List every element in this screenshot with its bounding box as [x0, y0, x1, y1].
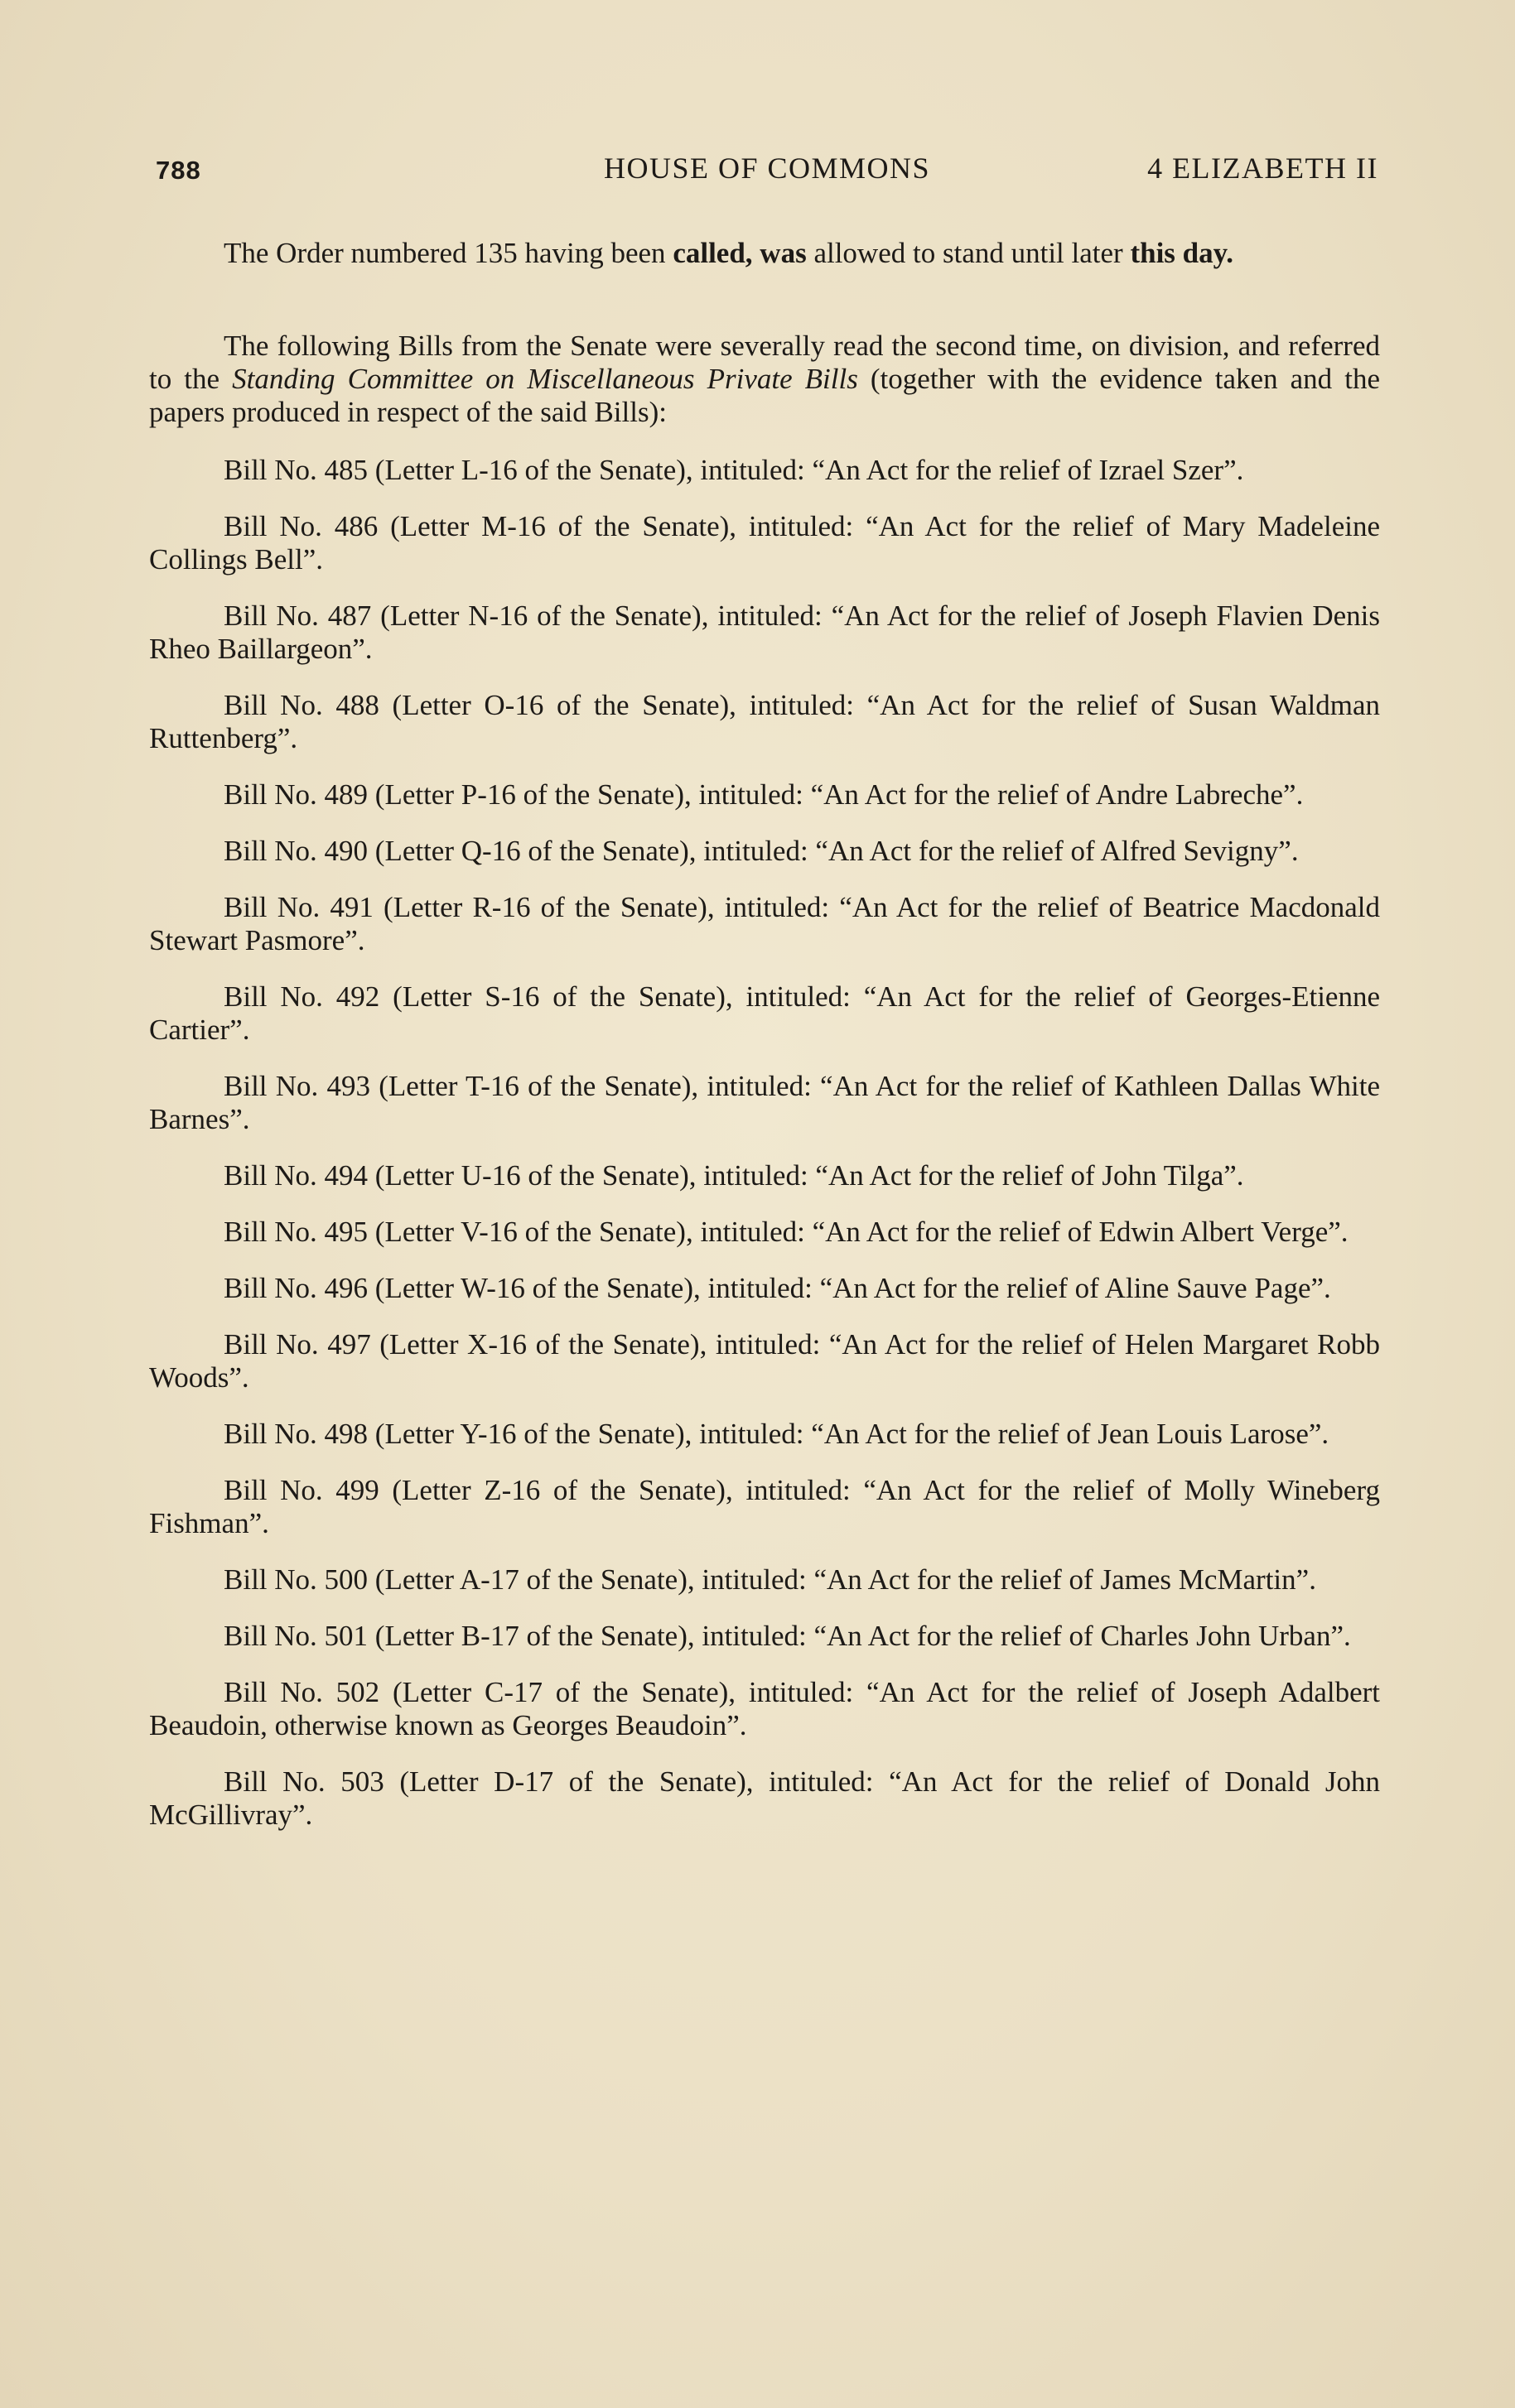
- bill-entry: Bill No. 501 (Letter B-17 of the Senate), intituled: “An Act for the relief of Charles John Urban”.: [224, 1620, 1351, 1652]
- order-paragraph: [149, 237, 1380, 270]
- order-text-mid: allowed to stand until later: [806, 237, 1131, 269]
- bill-entry: Bill No. 489 (Letter P-16 of the Senate), intituled: “An Act for the relief of Andre Labreche”.: [224, 778, 1304, 811]
- session-label: 4 ELIZABETH II: [1147, 152, 1378, 185]
- bill-entry: Bill No. 494 (Letter U-16 of the Senate), intituled: “An Act for the relief of John Tilga”.: [224, 1159, 1244, 1192]
- order-text-bold-end: this day.: [1130, 237, 1233, 269]
- bill-entry: Bill No. 498 (Letter Y-16 of the Senate), intituled: “An Act for the relief of Jean Louis Larose”.: [224, 1418, 1329, 1450]
- body-text: [149, 237, 1380, 1855]
- bill-entry: Bill No. 500 (Letter A-17 of the Senate), intituled: “An Act for the relief of James McMartin”.: [224, 1563, 1316, 1596]
- order-text-start: The Order numbered 135 having been: [224, 237, 673, 269]
- page-title: HOUSE OF COMMONS: [603, 152, 931, 185]
- bill-entry: Bill No. 488 (Letter O-16 of the Senate), intituled: “An Act for the relief of Susan Waldman Ruttenberg”.: [149, 689, 1380, 754]
- page-number: 788: [156, 156, 201, 185]
- bill-entry: Bill No. 492 (Letter S-16 of the Senate), intituled: “An Act for the relief of Georges-Etienne Cartier”.: [149, 980, 1380, 1046]
- bill-entry: Bill No. 493 (Letter T-16 of the Senate), intituled: “An Act for the relief of Kathleen Dallas White Barnes”.: [149, 1070, 1380, 1135]
- order-text-bold: called, was: [673, 237, 807, 269]
- bill-entry: Bill No. 491 (Letter R-16 of the Senate), intituled: “An Act for the relief of Beatrice Macdonald Stewart Pasmore”.: [149, 891, 1380, 956]
- bill-entry: Bill No. 487 (Letter N-16 of the Senate), intituled: “An Act for the relief of Joseph Flavien Denis Rheo Baillargeon”.: [149, 600, 1380, 665]
- bill-entry: Bill No. 485 (Letter L-16 of the Senate), intituled: “An Act for the relief of Izrael Szer”.: [224, 454, 1244, 486]
- bill-entry: Bill No. 486 (Letter M-16 of the Senate), intituled: “An Act for the relief of Mary Madeleine Collings Bell”.: [149, 510, 1380, 576]
- bill-entry: Bill No. 495 (Letter V-16 of the Senate), intituled: “An Act for the relief of Edwin Albert Verge”.: [224, 1216, 1349, 1248]
- committee-name: Standing Committee on Miscellaneous Private Bills: [232, 363, 858, 395]
- intro-text-start: The following Bills from the Senate were severally read the second time, on division, and referred to the: [149, 330, 1380, 395]
- intro-paragraph: [149, 330, 1380, 429]
- bill-entry: Bill No. 497 (Letter X-16 of the Senate), intituled: “An Act for the relief of Helen Margaret Robb Woods”.: [149, 1328, 1380, 1394]
- bill-entry: Bill No. 499 (Letter Z-16 of the Senate), intituled: “An Act for the relief of Molly Wineberg Fishman”.: [149, 1474, 1380, 1539]
- intro-text-end: (together with the evidence taken and the papers produced in respect of the said Bills):: [149, 363, 1381, 428]
- bill-entry: Bill No. 502 (Letter C-17 of the Senate), intituled: “An Act for the relief of Joseph Adalbert Beaudoin, otherwise known as Georges Beaudoin”.: [149, 1676, 1380, 1741]
- bill-entry: Bill No. 496 (Letter W-16 of the Senate), intituled: “An Act for the relief of Aline Sauve Page”.: [224, 1272, 1331, 1304]
- page-header: [156, 151, 1378, 192]
- bill-entry: Bill No. 503 (Letter D-17 of the Senate), intituled: “An Act for the relief of Donald John McGillivray”.: [149, 1765, 1380, 1831]
- bill-entry: Bill No. 490 (Letter Q-16 of the Senate), intituled: “An Act for the relief of Alfred Sevigny”.: [224, 835, 1299, 867]
- bill-list: [149, 454, 1380, 1832]
